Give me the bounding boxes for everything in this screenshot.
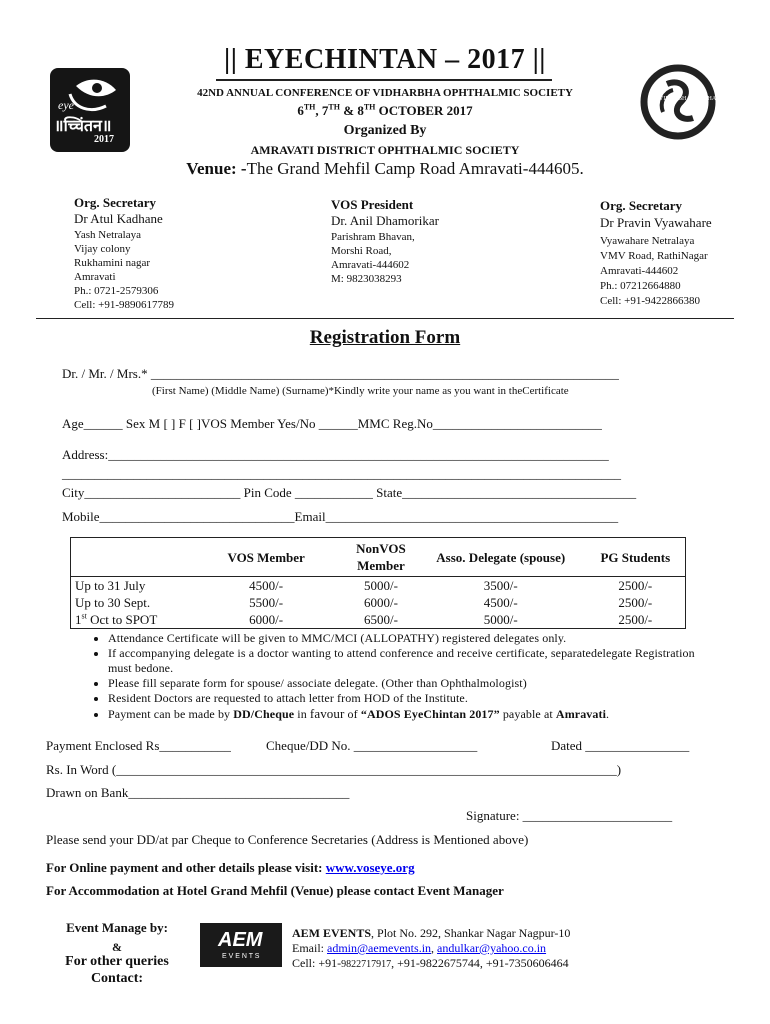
address-field[interactable]: Address:_____________________________________________________________________________ bbox=[62, 447, 609, 462]
fee-header-row bbox=[71, 538, 686, 577]
list-item: • Attendance Certificate will be given to MMC/MCI (ALLOPATHY) registered delegates only. bbox=[108, 631, 748, 646]
city-pin-state-field[interactable]: City________________________ Pin Code ____________ State____________________________________ bbox=[62, 485, 637, 500]
list-item: • Payment can be made by DD/Cheque in favour of “ADOS EyeChintan 2017” payable at Amravati. bbox=[108, 706, 748, 722]
conference-name: 42ND ANNUAL CONFERENCE OF VIDHARBHA OPHTHALMIC SOCIETY bbox=[197, 87, 573, 99]
logo-year-text: 2017 bbox=[94, 134, 114, 145]
notes-list bbox=[88, 631, 748, 722]
aem-logo-sub: E V E N T S bbox=[222, 953, 260, 960]
age-sex-field[interactable]: Age______ Sex M [ ] F [ ]VOS Member Yes/No ______MMC Reg.No__________________________ bbox=[62, 416, 602, 431]
fee-cell: 6000/- bbox=[186, 611, 346, 629]
fee-cell: 5000/- bbox=[363, 578, 398, 593]
title-underline bbox=[216, 79, 552, 81]
form-title: Registration Form bbox=[309, 327, 461, 348]
fee-header-empty bbox=[71, 538, 187, 577]
fee-cell: 6000/- bbox=[363, 595, 398, 610]
fee-table bbox=[70, 537, 686, 629]
amount-in-words-field[interactable]: Rs. In Word (_____________________________________________________________________________) bbox=[46, 762, 622, 777]
logo-brand-text: ॥च्चिंतन॥ bbox=[54, 118, 112, 135]
contact-name: Dr Pravin Vyawahare bbox=[600, 215, 712, 230]
fee-header-pg: PG Students bbox=[586, 538, 686, 577]
accommodation-note: For Accommodation at Hotel Grand Mehfil (Venue) please contact Event Manager bbox=[46, 883, 504, 898]
signature-field[interactable]: Signature: _______________________ bbox=[466, 808, 673, 823]
contact-address: Yash Netralaya Vijay colony Rukhamini nagar Amravati Ph.: 0721-2579306 Cell: +91-9890617789 bbox=[74, 229, 175, 311]
cheque-no-field[interactable]: Cheque/DD No. ___________________ bbox=[266, 738, 478, 753]
fee-cell: 5500/- bbox=[249, 595, 284, 610]
organized-by: Organized By bbox=[343, 123, 427, 138]
ampersand: & bbox=[112, 940, 122, 954]
list-item: • Resident Doctors are requested to attach letter from HOD of the Institute. bbox=[108, 691, 748, 706]
other-queries-label: For other queries bbox=[65, 954, 169, 969]
drawn-on-bank-field[interactable]: Drawn on Bank__________________________________ bbox=[46, 785, 350, 800]
send-note: Please send your DD/at par Cheque to Conference Secretaries (Address is Mentioned above) bbox=[46, 832, 529, 847]
address-field-2[interactable]: ______________________________________________________________________________________ bbox=[62, 466, 621, 481]
vos-ring-text: VIDARBHA OPHTHALMIC SOCIETY bbox=[659, 96, 759, 102]
conference-dates: 6TH, 7TH & 8TH OCTOBER 2017 bbox=[297, 102, 473, 118]
header-divider bbox=[36, 318, 734, 319]
mobile-email-field[interactable]: Mobile______________________________Email_____________________________________________ bbox=[62, 509, 619, 524]
aem-events-logo bbox=[200, 923, 282, 967]
name-field[interactable]: Dr. / Mr. / Mrs.* ________________________________________________________________________ bbox=[62, 366, 619, 381]
fee-cell: 2500/- bbox=[586, 611, 686, 629]
fee-cell: 4500/- bbox=[249, 578, 284, 593]
organizer-name: AMRAVATI DISTRICT OPHTHALMIC SOCIETY bbox=[250, 143, 520, 157]
page-title: || EYECHINTAN – 2017 || bbox=[224, 44, 546, 75]
list-item: • If accompanying delegate is a doctor wanting to attend conference and receive certificate, separatedelegate Registration must bedone. bbox=[108, 646, 708, 676]
aem-cell: Cell: +91-9822717917, +91-9822675744, +91-7350606464 bbox=[292, 956, 569, 970]
list-item: • Please fill separate form for spouse/ associate delegate. (Other than Ophthalmologist) bbox=[108, 676, 748, 691]
aem-email: Email: admin@aemevents.in, andulkar@yahoo.co.in bbox=[292, 941, 547, 955]
table-row bbox=[71, 594, 686, 611]
fee-period: Up to 31 July bbox=[71, 577, 187, 595]
fee-cell: 2500/- bbox=[586, 594, 686, 611]
aem-address: AEM EVENTS, Plot No. 292, Shankar Nagar Nagpur-10 bbox=[292, 926, 571, 940]
email-link-admin[interactable]: admin@aemevents.in bbox=[327, 941, 432, 955]
contact-name: Dr Atul Kadhane bbox=[74, 211, 163, 226]
table-row bbox=[71, 611, 686, 629]
fee-cell: 6500/- bbox=[346, 611, 416, 629]
vos-emblem-icon bbox=[637, 62, 719, 142]
payment-enclosed-field[interactable]: Payment Enclosed Rs___________ bbox=[46, 738, 231, 753]
fee-header-asso: Asso. Delegate (spouse) bbox=[416, 538, 586, 577]
email-link-andulkar[interactable]: andulkar@yahoo.co.in bbox=[437, 941, 547, 955]
aem-contact-block bbox=[292, 926, 570, 972]
event-manage-label: Event Manage by: bbox=[66, 920, 168, 935]
contact-center bbox=[331, 197, 439, 286]
fee-header-vos: VOS Member bbox=[186, 538, 346, 577]
contact-role: VOS President bbox=[331, 197, 414, 212]
contact-right bbox=[600, 198, 712, 309]
dated-field[interactable]: Dated ________________ bbox=[551, 738, 690, 753]
contact-role: Org. Secretary bbox=[74, 195, 157, 210]
fee-header-nonvos: NonVOS Member bbox=[346, 538, 416, 577]
aem-logo-text: AEM bbox=[218, 929, 263, 951]
contact-left bbox=[74, 195, 174, 312]
logo-eye-text: eye bbox=[58, 98, 74, 112]
table-row bbox=[71, 577, 686, 595]
fee-cell: 3500/- bbox=[483, 578, 518, 593]
fee-cell: 5000/- bbox=[416, 611, 586, 629]
contact-name: Dr. Anil Dhamorikar bbox=[331, 213, 439, 228]
name-hint: (First Name) (Middle Name) (Surname)*Kindly write your name as you want in theCertificate bbox=[152, 385, 569, 397]
contact-role: Org. Secretary bbox=[600, 198, 683, 213]
venue: Venue: -The Grand Mehfil Camp Road Amravati-444605. bbox=[186, 159, 584, 178]
contact-label: Contact: bbox=[90, 971, 144, 986]
eyechintan-logo bbox=[50, 68, 130, 152]
fee-cell: 4500/- bbox=[483, 595, 518, 610]
contact-address: Vyawahare Netralaya VMV Road, RathiNagar Amravati-444602 Ph.: 07212664880 Cell: +91-9422866380 bbox=[600, 235, 708, 307]
contact-address: Parishram Bhavan, Morshi Road, Amravati-444602 M: 9823038293 bbox=[331, 231, 415, 285]
fee-period: 1st Oct to SPOT bbox=[71, 611, 187, 629]
fee-cell: 2500/- bbox=[586, 577, 686, 595]
voseye-link[interactable]: www.voseye.org bbox=[325, 860, 415, 875]
online-payment-note: For Online payment and other details please visit: www.voseye.org bbox=[46, 860, 415, 875]
fee-period: Up to 30 Sept. bbox=[71, 594, 187, 611]
vos-logo bbox=[637, 62, 759, 142]
